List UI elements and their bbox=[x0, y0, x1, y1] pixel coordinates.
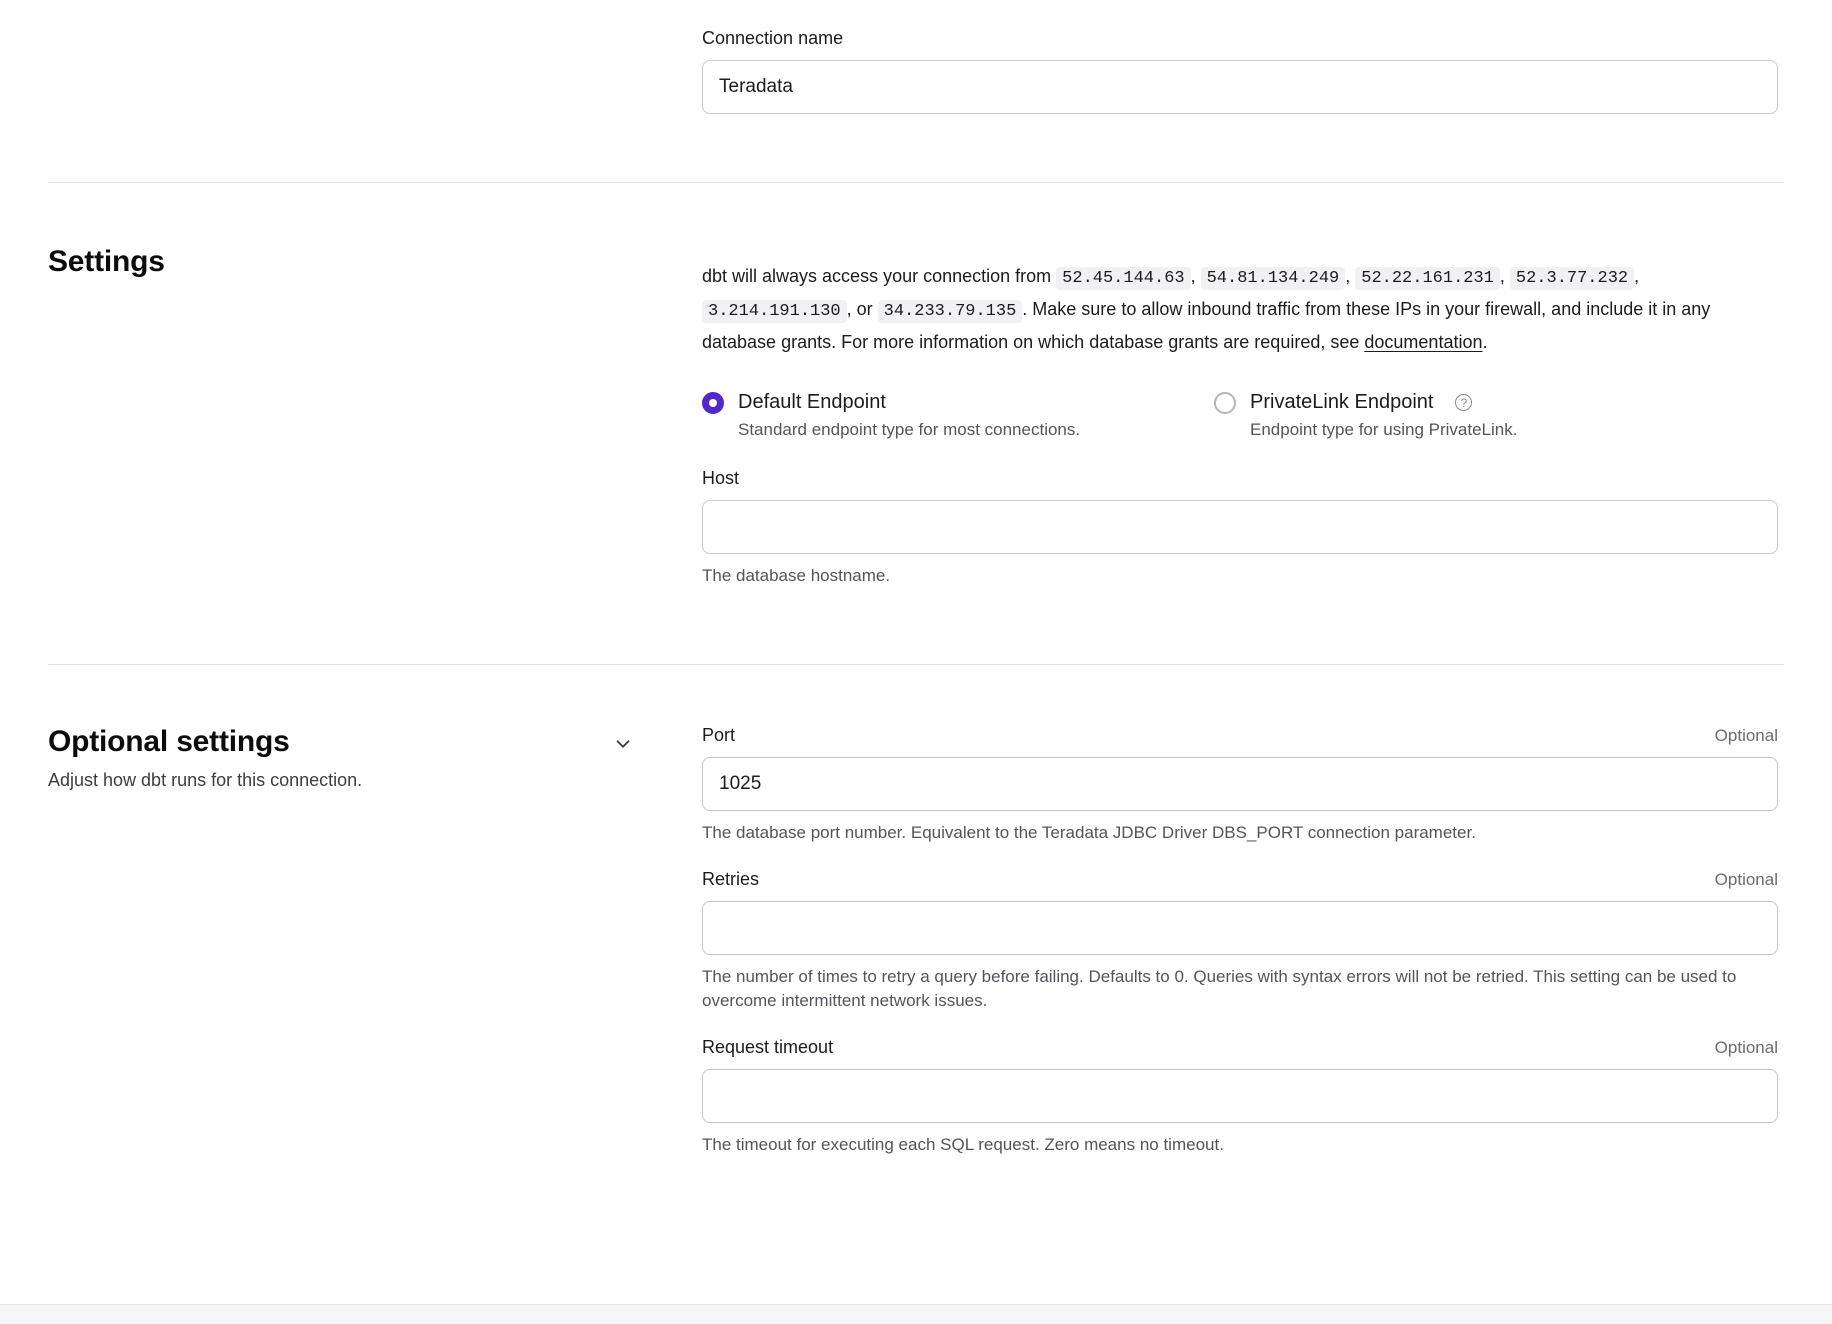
retries-optional-tag: Optional bbox=[1714, 870, 1778, 889]
retries-label: Retries bbox=[702, 869, 760, 889]
optional-settings-body bbox=[702, 723, 1778, 1157]
optional-settings-section bbox=[0, 665, 1832, 1157]
connection-name-section bbox=[0, 0, 1832, 136]
port-input[interactable] bbox=[702, 757, 1778, 811]
host-helper-text: The database hostname. bbox=[702, 566, 891, 585]
help-circle-icon[interactable]: ? bbox=[1455, 394, 1472, 411]
port-field bbox=[702, 723, 1778, 845]
retries-field bbox=[702, 867, 1778, 1013]
port-label: Port bbox=[702, 725, 736, 745]
endpoint-option-default[interactable] bbox=[702, 391, 1214, 440]
documentation-link[interactable]: documentation bbox=[1364, 332, 1483, 352]
request-timeout-helper-text: The timeout for executing each SQL request. Zero means no timeout. bbox=[702, 1135, 1224, 1154]
optional-settings-title: Optional settings bbox=[48, 725, 290, 758]
retries-input[interactable] bbox=[702, 901, 1778, 955]
ip-allowlist-info: dbt will always access your connection from 52.45.144.63 , 54.81.134.249 , 52.22.161.231 , 52.3.77.232 , 3.214.191.130 , or 34.233.79.135 . Make sure to allow inbound traffic from these IPs in your firewall, and include it in any database grants. For more information on which database grants are required, see documentation. bbox=[702, 266, 1711, 352]
settings-body bbox=[702, 243, 1778, 588]
endpoint-type-radio-group bbox=[702, 391, 1778, 440]
settings-heading-block bbox=[48, 243, 702, 281]
request-timeout-input[interactable] bbox=[702, 1069, 1778, 1123]
ip-address-5: 3.214.191.130 bbox=[702, 300, 847, 323]
default-endpoint-description: Standard endpoint type for most connections. bbox=[738, 420, 1081, 439]
settings-section bbox=[0, 183, 1832, 588]
ip-info-end: . bbox=[1482, 332, 1488, 352]
request-timeout-label: Request timeout bbox=[702, 1037, 834, 1057]
ip-info-mid: . Make sure to allow inbound traffic from these IPs in your firewall, and include it in any database grants. For more information on which database grants are required, see bbox=[702, 299, 1711, 352]
privatelink-endpoint-radio[interactable] bbox=[1214, 392, 1236, 414]
connection-name-field bbox=[702, 26, 1778, 114]
chevron-down-icon[interactable] bbox=[610, 731, 636, 757]
ip-address-2: 54.81.134.249 bbox=[1201, 267, 1346, 290]
settings-title: Settings bbox=[48, 245, 165, 278]
endpoint-option-privatelink[interactable] bbox=[1214, 391, 1726, 440]
connection-name-right bbox=[702, 26, 1778, 136]
host-label: Host bbox=[702, 468, 740, 488]
retries-helper-text: The number of times to retry a query before failing. Defaults to 0. Queries with syntax errors will not be retried. This setting can be used to overcome intermittent network issues. bbox=[702, 967, 1737, 1010]
ip-address-4: 52.3.77.232 bbox=[1510, 267, 1634, 290]
host-input[interactable] bbox=[702, 500, 1778, 554]
default-endpoint-label: Default Endpoint bbox=[738, 391, 886, 413]
request-timeout-field bbox=[702, 1035, 1778, 1157]
host-field bbox=[702, 466, 1778, 588]
ip-address-6: 34.233.79.135 bbox=[878, 300, 1023, 323]
default-endpoint-radio[interactable] bbox=[702, 392, 724, 414]
optional-settings-subtitle: Adjust how dbt runs for this connection. bbox=[48, 770, 363, 790]
connection-name-label: Connection name bbox=[702, 28, 844, 48]
port-optional-tag: Optional bbox=[1714, 726, 1778, 745]
privatelink-endpoint-label: PrivateLink Endpoint bbox=[1250, 391, 1434, 413]
ip-info-or: , or bbox=[846, 299, 873, 319]
page-bottom-bar bbox=[0, 1304, 1832, 1324]
port-helper-text: The database port number. Equivalent to the Teradata JDBC Driver DBS_PORT connection parameter. bbox=[702, 823, 1476, 842]
request-timeout-optional-tag: Optional bbox=[1714, 1038, 1778, 1057]
privatelink-endpoint-description: Endpoint type for using PrivateLink. bbox=[1250, 420, 1518, 439]
optional-settings-heading-block bbox=[48, 723, 702, 793]
ip-address-3: 52.22.161.231 bbox=[1355, 267, 1500, 290]
ip-info-prefix: dbt will always access your connection from bbox=[702, 266, 1052, 286]
ip-address-1: 52.45.144.63 bbox=[1056, 267, 1190, 290]
connection-name-input[interactable] bbox=[702, 60, 1778, 114]
